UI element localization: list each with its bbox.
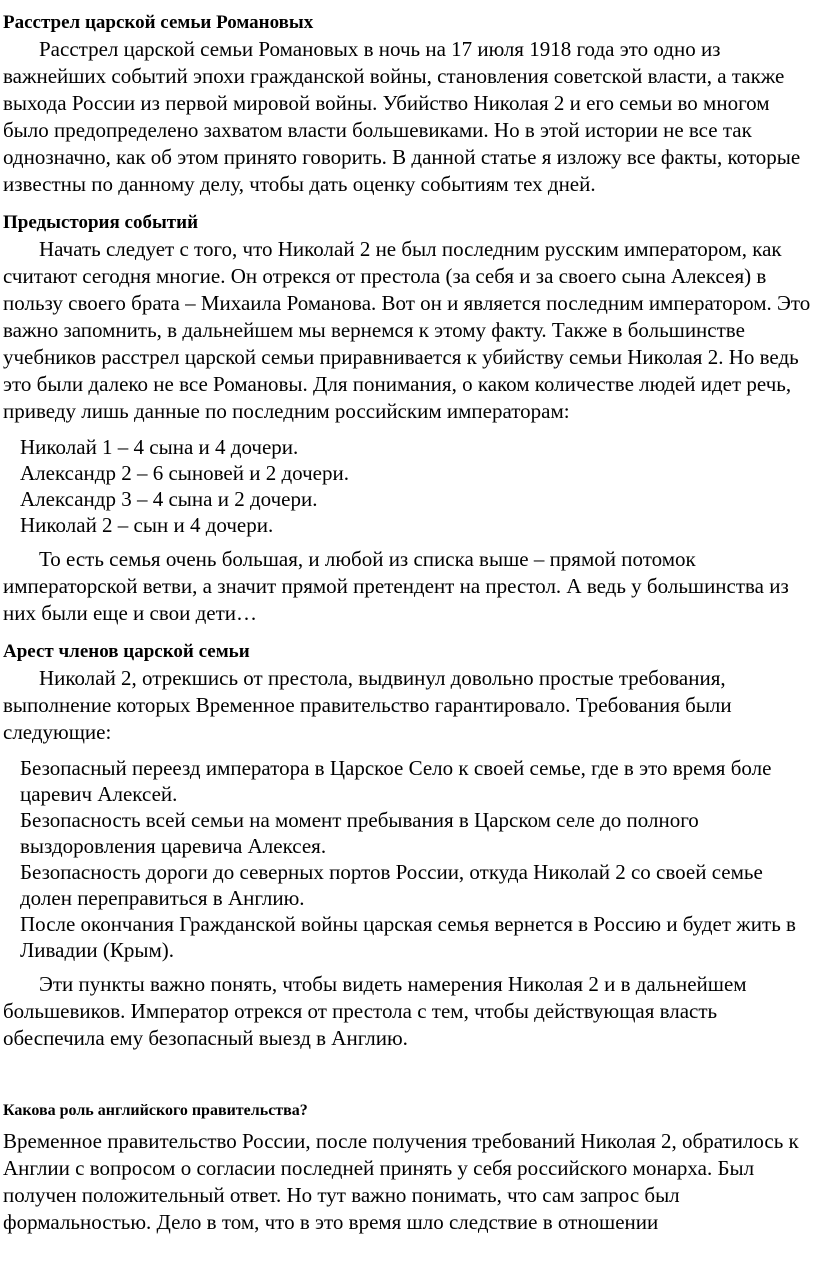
section-heading-england-role: Какова роль английского правительства? [3,1102,308,1119]
list-item: Безопасность дороги до северных портов России, откуда Николай 2 со своей семье долен переправиться в Англию. [20,860,763,910]
prehistory-conclusion: То есть семья очень большая, и любой из списка выше – прямой потомок императорской ветви, а значит прямой претендент на престол. А ведь у большинства из них были еще и свои дети… [3,547,789,625]
list-item: Безопасность всей семьи на момент пребывания в Царском селе до полного выздоровления царевича Алексея. [20,808,699,858]
document-title: Расстрел царской семьи Романовых [3,12,314,33]
section-heading-arrest: Арест членов царской семьи [3,641,250,662]
england-role-paragraph: Временное правительство России, после получения требований Николая 2, обратилось к Англии с вопросом о согласии последней принять у себя российского монарха. Был получен положительный ответ. Но тут важно понимать, что сам запрос был формальностью. Дело в том, что в это время шло следствие в отношении [3,1129,799,1234]
list-item: Безопасный переезд императора в Царское Село к своей семье, где в это время боле царевич Алексей. [20,756,772,806]
list-item: Александр 3 – 4 сына и 2 дочери. [20,487,318,511]
list-item: После окончания Гражданской войны царская семья вернется в Россию и будет жить в Ливадии (Крым). [20,912,796,962]
section-heading-prehistory: Предыстория событий [3,212,199,233]
emperors-children-list [20,434,816,538]
prehistory-paragraph: Начать следует с того, что Николай 2 не был последним русским императором, как считают сегодня многие. Он отрекся от престола (за себя и за своего сына Алексея) в пользу своего брата – Михаила Романова. Вот он и является последним императором. Это важно запомнить, в дальнейшем мы вернемся к этому факту. Также в большинстве учебников расстрел царской семьи приравнивается к убийству семьи Николая 2. Но ведь это были далеко не все Романовы. Для понимания, о каком количестве людей идет речь, приведу лишь данные по последним российским императорам: [3,237,811,423]
requirements-list [20,755,816,963]
list-item: Николай 2 – сын и 4 дочери. [20,513,274,537]
list-item: Александр 2 – 6 сыновей и 2 дочери. [20,461,349,485]
list-item: Николай 1 – 4 сына и 4 дочери. [20,435,299,459]
arrest-paragraph: Николай 2, отрекшись от престола, выдвинул довольно простые требования, выполнение которых Временное правительство гарантировало. Требования были следующие: [3,666,732,744]
intro-paragraph: Расстрел царской семьи Романовых в ночь на 17 июля 1918 года это одно из важнейших событий эпохи гражданской войны, становления советской власти, а также выхода России из первой мировой войны. Убийство Николая 2 и его семьи во многом было предопределено захватом власти большевиками. Но в этой истории не все так однозначно, как об этом принято говорить. В данной статье я изложу все факты, которые известны по данному делу, чтобы дать оценку событиям тех дней. [3,37,801,196]
arrest-conclusion: Эти пункты важно понять, чтобы видеть намерения Николая 2 и в дальнейшем большевиков. Император отрекся от престола с тем, чтобы действующая власть обеспечила ему безопасный выезд в Англию. [3,972,747,1050]
